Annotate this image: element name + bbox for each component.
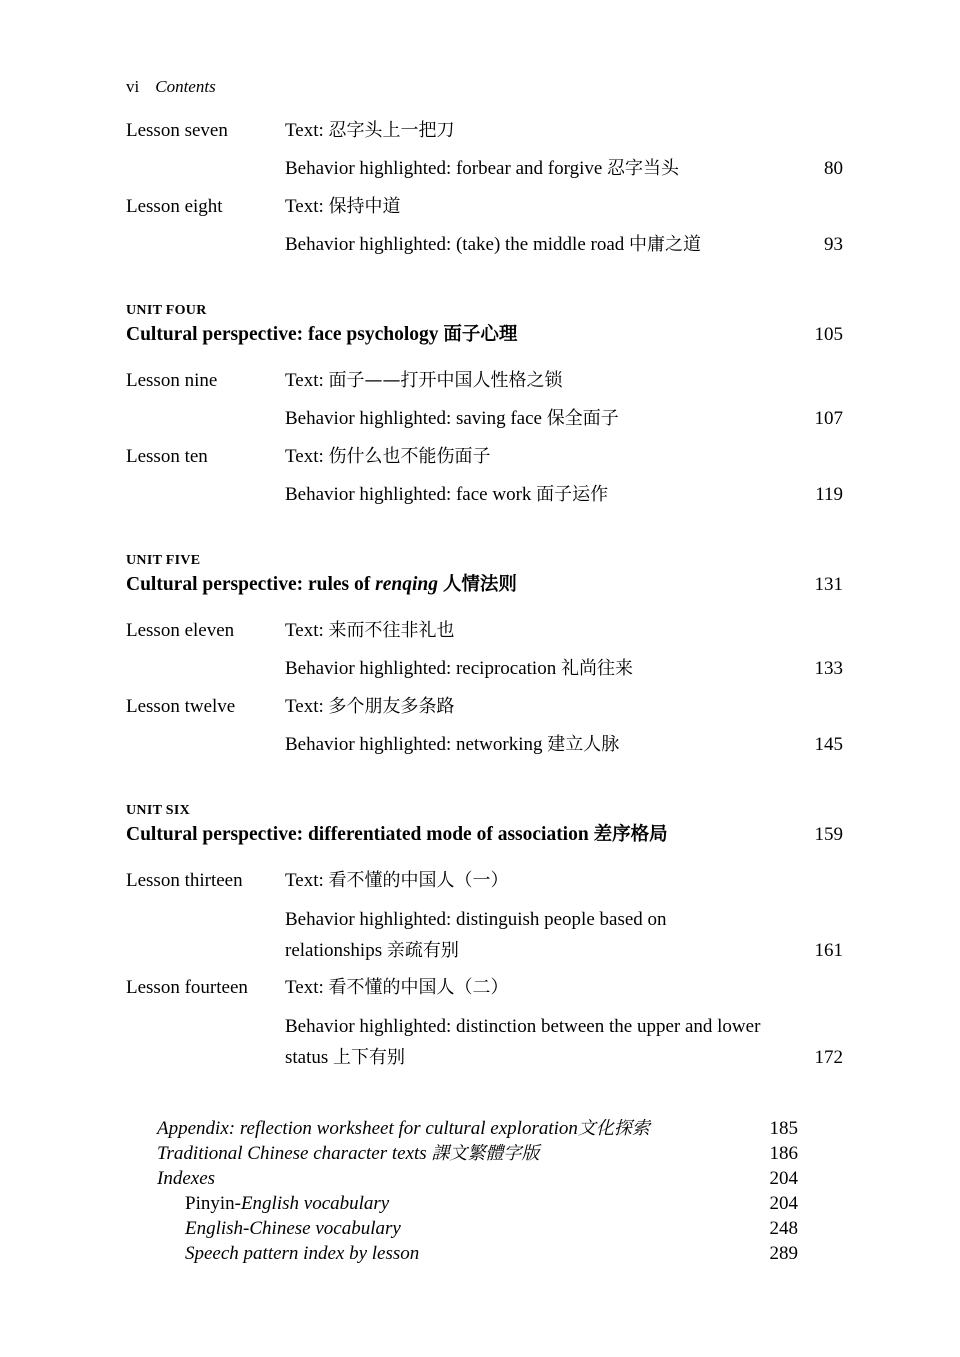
entry-text-line bbox=[285, 188, 767, 226]
entry-behavior-prefix: Behavior highlighted: distinction between the upper and lower status bbox=[285, 1016, 761, 1068]
entry-text-chinese: 看不懂的中国人（一） bbox=[328, 870, 509, 891]
unit-kicker: UNIT FOUR bbox=[126, 303, 207, 318]
toc-entry-lesson-thirteen-text[interactable] bbox=[126, 862, 843, 900]
entry-text-prefix: Text: bbox=[285, 196, 329, 217]
entry-text-prefix: Text: bbox=[285, 446, 329, 467]
lesson-label: Lesson fourteen bbox=[126, 977, 248, 998]
entry-text-line bbox=[285, 862, 767, 900]
entry-text-line bbox=[285, 438, 767, 476]
unit-kicker: UNIT SIX bbox=[126, 803, 190, 818]
toc-entry-lesson-seven-text[interactable] bbox=[126, 112, 843, 150]
entry-text-prefix: Text: bbox=[285, 120, 329, 141]
page-number: 105 bbox=[814, 324, 843, 345]
entry-behavior-line bbox=[285, 900, 767, 969]
entry-text-chinese: 看不懂的中国人（二） bbox=[328, 977, 509, 998]
entry-behavior-chinese: 面子运作 bbox=[536, 484, 609, 505]
entry-behavior-chinese: 礼尚往来 bbox=[560, 658, 633, 679]
toc-entry-lesson-fourteen-text[interactable] bbox=[126, 969, 843, 1007]
page-number: 107 bbox=[814, 408, 843, 429]
toc-entry-lesson-ten-behavior[interactable] bbox=[126, 476, 843, 514]
page-number: 131 bbox=[814, 574, 843, 595]
toc-entry-lesson-fourteen-behavior[interactable] bbox=[126, 1007, 843, 1076]
unit-title bbox=[126, 322, 843, 348]
entry-behavior-prefix: Behavior highlighted: saving face bbox=[285, 408, 547, 429]
page-number: 186 bbox=[769, 1143, 798, 1164]
toc-entry-lesson-seven-behavior[interactable] bbox=[126, 150, 843, 188]
table-of-contents bbox=[126, 112, 843, 1266]
backmatter-row-pinyin-english-vocabulary[interactable] bbox=[157, 1191, 798, 1216]
backmatter-italic: Indexes bbox=[157, 1168, 216, 1189]
running-head-folio: vi bbox=[126, 77, 140, 96]
entry-behavior-prefix: Behavior highlighted: reciprocation bbox=[285, 658, 561, 679]
entry-behavior-line bbox=[285, 226, 767, 264]
page-number: 289 bbox=[769, 1243, 798, 1264]
backmatter-italic: Speech pattern index by lesson bbox=[185, 1243, 420, 1264]
unit-title-chinese: 面子心理 bbox=[443, 324, 518, 345]
lesson-label: Lesson thirteen bbox=[126, 870, 243, 891]
lesson-label: Lesson nine bbox=[126, 370, 218, 391]
backmatter-italic: Traditional Chinese character texts bbox=[157, 1143, 432, 1164]
page-number: 161 bbox=[814, 940, 843, 961]
toc-entry-lesson-nine-text[interactable] bbox=[126, 362, 843, 400]
unit-title-italic: renqing bbox=[375, 574, 438, 595]
backmatter-upright: Pinyin- bbox=[185, 1193, 241, 1214]
toc-entry-lesson-eleven-behavior[interactable] bbox=[126, 650, 843, 688]
page-number: 145 bbox=[814, 734, 843, 755]
entry-behavior-line bbox=[285, 476, 767, 514]
page-number: 133 bbox=[814, 658, 843, 679]
lesson-label: Lesson eleven bbox=[126, 620, 235, 641]
running-head-title: Contents bbox=[155, 77, 216, 96]
page-number: 172 bbox=[814, 1047, 843, 1068]
toc-entry-lesson-eight-behavior[interactable] bbox=[126, 226, 843, 264]
backmatter-label bbox=[157, 1168, 215, 1189]
toc-entry-lesson-eight-text[interactable] bbox=[126, 188, 843, 226]
toc-entry-lesson-ten-text[interactable] bbox=[126, 438, 843, 476]
backmatter-list bbox=[157, 1116, 843, 1266]
entry-behavior-chinese: 亲疏有别 bbox=[386, 940, 459, 961]
entry-text-prefix: Text: bbox=[285, 696, 329, 717]
backmatter-row-traditional-texts[interactable] bbox=[157, 1141, 798, 1166]
entry-text-prefix: Text: bbox=[285, 870, 329, 891]
unit-title-prefix: Cultural perspective: face psychology bbox=[126, 324, 444, 345]
entry-text-line bbox=[285, 362, 767, 400]
entry-behavior-line bbox=[285, 150, 767, 188]
backmatter-row-appendix[interactable] bbox=[157, 1116, 798, 1141]
lesson-label: Lesson twelve bbox=[126, 696, 236, 717]
entry-text-chinese: 忍字头上一把刀 bbox=[328, 120, 455, 141]
page-number: 159 bbox=[814, 824, 843, 845]
page-number: 204 bbox=[769, 1193, 798, 1214]
backmatter-label bbox=[185, 1193, 389, 1214]
toc-entry-lesson-eleven-text[interactable] bbox=[126, 612, 843, 650]
backmatter-italic: Appendix: reflection worksheet for cultural exploration bbox=[157, 1118, 578, 1139]
entry-behavior-chinese: 中庸之道 bbox=[629, 234, 702, 255]
page-number: 93 bbox=[824, 234, 843, 255]
unit-title-prefix: Cultural perspective: rules of bbox=[126, 574, 376, 595]
backmatter-row-indexes[interactable] bbox=[157, 1166, 798, 1191]
entry-behavior-line bbox=[285, 726, 767, 764]
entry-behavior-line bbox=[285, 400, 767, 438]
toc-entry-lesson-twelve-behavior[interactable] bbox=[126, 726, 843, 764]
unit-heading-five[interactable] bbox=[126, 550, 843, 598]
backmatter-label bbox=[157, 1118, 650, 1139]
lesson-label: Lesson ten bbox=[126, 446, 208, 467]
entry-text-line bbox=[285, 688, 767, 726]
unit-kicker: UNIT FIVE bbox=[126, 553, 201, 568]
entry-text-line bbox=[285, 112, 767, 150]
page-number: 185 bbox=[769, 1118, 798, 1139]
backmatter-italic: English-Chinese vocabulary bbox=[185, 1218, 401, 1239]
backmatter-chinese: 文化探索 bbox=[577, 1118, 650, 1139]
running-head bbox=[126, 76, 216, 98]
unit-title-prefix: Cultural perspective: differentiated mode of association bbox=[126, 824, 594, 845]
entry-text-chinese: 伤什么也不能伤面子 bbox=[328, 446, 491, 467]
toc-entry-lesson-twelve-text[interactable] bbox=[126, 688, 843, 726]
lesson-label: Lesson eight bbox=[126, 196, 223, 217]
backmatter-chinese: 課文繁體字版 bbox=[431, 1143, 540, 1164]
backmatter-label bbox=[185, 1243, 419, 1264]
entry-behavior-prefix: Behavior highlighted: face work bbox=[285, 484, 537, 505]
unit-heading-six[interactable] bbox=[126, 800, 843, 848]
backmatter-row-speech-pattern-index[interactable] bbox=[157, 1241, 798, 1266]
backmatter-row-english-chinese-vocabulary[interactable] bbox=[157, 1216, 798, 1241]
entry-behavior-chinese: 建立人脉 bbox=[547, 734, 620, 755]
entry-behavior-chinese: 保全面子 bbox=[546, 408, 619, 429]
entry-text-chinese: 面子——打开中国人性格之锁 bbox=[328, 370, 563, 391]
toc-entry-lesson-nine-behavior[interactable] bbox=[126, 400, 843, 438]
entry-text-prefix: Text: bbox=[285, 620, 329, 641]
lesson-label: Lesson seven bbox=[126, 120, 228, 141]
entry-behavior-prefix: Behavior highlighted: (take) the middle road bbox=[285, 234, 630, 255]
unit-title-chinese: 人情法则 bbox=[442, 574, 517, 595]
unit-title bbox=[126, 572, 843, 598]
toc-entry-lesson-thirteen-behavior[interactable] bbox=[126, 900, 843, 969]
unit-title-chinese: 差序格局 bbox=[593, 824, 668, 845]
page-number: 80 bbox=[824, 158, 843, 179]
entry-behavior-chinese: 上下有别 bbox=[333, 1047, 406, 1068]
unit-title bbox=[126, 822, 843, 848]
entry-behavior-chinese: 忍字当头 bbox=[607, 158, 680, 179]
page-number: 248 bbox=[769, 1218, 798, 1239]
entry-text-chinese: 来而不往非礼也 bbox=[328, 620, 455, 641]
entry-behavior-line bbox=[285, 1007, 767, 1076]
page-number: 204 bbox=[769, 1168, 798, 1189]
entry-text-line bbox=[285, 969, 767, 1007]
backmatter-label bbox=[157, 1143, 539, 1164]
entry-text-chinese: 保持中道 bbox=[328, 196, 401, 217]
entry-behavior-prefix: Behavior highlighted: forbear and forgive bbox=[285, 158, 608, 179]
unit-heading-four[interactable] bbox=[126, 300, 843, 348]
entry-behavior-line bbox=[285, 650, 767, 688]
backmatter-italic: English vocabulary bbox=[240, 1193, 390, 1214]
entry-text-chinese: 多个朋友多条路 bbox=[328, 696, 455, 717]
entry-text-line bbox=[285, 612, 767, 650]
entry-behavior-prefix: Behavior highlighted: networking bbox=[285, 734, 548, 755]
entry-behavior-prefix: Behavior highlighted: distinguish people based on relationships bbox=[285, 909, 667, 961]
page-number: 119 bbox=[815, 484, 843, 505]
entry-text-prefix: Text: bbox=[285, 370, 329, 391]
entry-text-prefix: Text: bbox=[285, 977, 329, 998]
backmatter-label bbox=[185, 1218, 401, 1239]
